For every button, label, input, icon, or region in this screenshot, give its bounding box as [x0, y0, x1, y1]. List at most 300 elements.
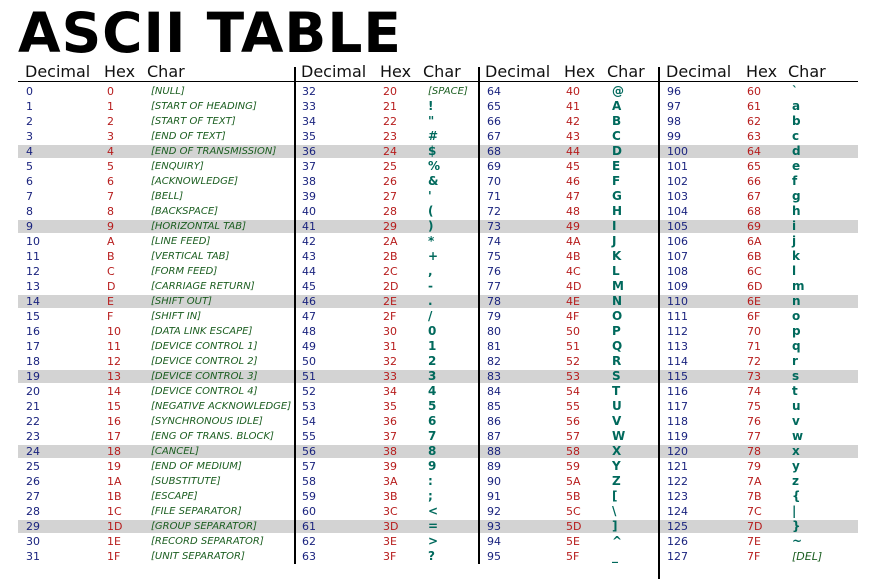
- char-cell: Y: [612, 459, 621, 473]
- decimal-cell: 108: [667, 265, 688, 278]
- char-cell: [DEVICE CONTROL 3]: [151, 371, 258, 382]
- hex-cell: 14: [107, 385, 121, 398]
- decimal-cell: 100: [667, 145, 688, 158]
- char-cell: v: [792, 414, 800, 428]
- decimal-cell: 119: [667, 430, 688, 443]
- hex-cell: 15: [107, 400, 121, 413]
- hex-cell: 20: [383, 85, 397, 98]
- char-cell: [END OF TEXT]: [151, 131, 226, 142]
- decimal-cell: 47: [302, 310, 316, 323]
- hex-cell: 19: [107, 460, 121, 473]
- char-cell: >: [428, 534, 439, 548]
- char-cell: 9: [428, 459, 437, 473]
- char-cell: p: [792, 324, 801, 338]
- hex-cell: 12: [107, 355, 121, 368]
- decimal-cell: 114: [667, 355, 688, 368]
- decimal-cell: 120: [667, 445, 688, 458]
- decimal-cell: 105: [667, 220, 688, 233]
- decimal-cell: 78: [487, 295, 501, 308]
- hex-cell: 2F: [383, 310, 397, 323]
- header-hex-1: Hex: [104, 62, 136, 81]
- decimal-cell: 79: [487, 310, 501, 323]
- hex-cell: 25: [383, 160, 397, 173]
- hex-cell: 49: [566, 220, 580, 233]
- decimal-cell: 46: [302, 295, 316, 308]
- decimal-cell: 39: [302, 190, 316, 203]
- decimal-cell: 58: [302, 475, 316, 488]
- hex-cell: 6F: [747, 310, 761, 323]
- hex-cell: 57: [566, 430, 580, 443]
- decimal-cell: 82: [487, 355, 501, 368]
- decimal-cell: 31: [26, 550, 40, 563]
- char-cell: [VERTICAL TAB]: [151, 251, 230, 262]
- decimal-cell: 4: [26, 145, 33, 158]
- decimal-cell: 3: [26, 130, 33, 143]
- hex-cell: 60: [747, 85, 761, 98]
- hex-cell: 3F: [383, 550, 397, 563]
- decimal-cell: 127: [667, 550, 688, 563]
- hex-cell: 71: [747, 340, 761, 353]
- header-hex-3: Hex: [564, 62, 596, 81]
- char-cell: [DEVICE CONTROL 4]: [151, 386, 258, 397]
- char-cell: H: [612, 204, 623, 218]
- hex-cell: 9: [107, 220, 114, 233]
- char-cell: [CANCEL]: [151, 446, 199, 457]
- hex-cell: 11: [107, 340, 121, 353]
- hex-cell: 75: [747, 400, 761, 413]
- char-cell: n: [792, 294, 801, 308]
- decimal-cell: 19: [26, 370, 40, 383]
- hex-cell: 1: [107, 100, 114, 113]
- char-cell: ]: [612, 519, 618, 533]
- decimal-cell: 74: [487, 235, 501, 248]
- decimal-cell: 64: [487, 85, 501, 98]
- char-cell: u: [792, 399, 801, 413]
- hex-cell: 3D: [383, 520, 399, 533]
- char-cell: Z: [612, 474, 621, 488]
- hex-cell: 70: [747, 325, 761, 338]
- decimal-cell: 102: [667, 175, 688, 188]
- hex-cell: 13: [107, 370, 121, 383]
- row-band: [18, 295, 858, 308]
- hex-cell: 3A: [383, 475, 398, 488]
- decimal-cell: 43: [302, 250, 316, 263]
- hex-cell: 73: [747, 370, 761, 383]
- char-cell: +: [428, 249, 439, 263]
- decimal-cell: 34: [302, 115, 316, 128]
- char-cell: t: [792, 384, 798, 398]
- char-cell: [DEVICE CONTROL 1]: [151, 341, 258, 352]
- char-cell: -: [428, 279, 433, 293]
- hex-cell: 5E: [566, 535, 580, 548]
- char-cell: 4: [428, 384, 437, 398]
- header-char-4: Char: [788, 62, 826, 81]
- char-cell: <: [428, 504, 439, 518]
- decimal-cell: 50: [302, 355, 316, 368]
- hex-cell: 4E: [566, 295, 580, 308]
- decimal-cell: 41: [302, 220, 316, 233]
- char-cell: /: [428, 309, 433, 323]
- decimal-cell: 126: [667, 535, 688, 548]
- char-cell: }: [792, 519, 801, 533]
- decimal-cell: 42: [302, 235, 316, 248]
- char-cell: {: [792, 489, 801, 503]
- decimal-cell: 23: [26, 430, 40, 443]
- decimal-cell: 51: [302, 370, 316, 383]
- char-cell: [: [612, 489, 618, 503]
- hex-cell: 7F: [747, 550, 761, 563]
- char-cell: L: [612, 264, 620, 278]
- decimal-cell: 84: [487, 385, 501, 398]
- char-cell: ": [428, 114, 435, 128]
- decimal-cell: 80: [487, 325, 501, 338]
- char-cell: [ACKNOWLEDGE]: [151, 176, 239, 187]
- hex-cell: 7D: [747, 520, 763, 533]
- char-cell: A: [612, 99, 622, 113]
- char-cell: ;: [428, 489, 433, 503]
- hex-cell: 44: [566, 145, 580, 158]
- hex-cell: 40: [566, 85, 580, 98]
- char-cell: [SHIFT OUT]: [151, 296, 212, 307]
- char-cell: [SPACE]: [428, 86, 468, 97]
- hex-cell: B: [107, 250, 115, 263]
- decimal-cell: 88: [487, 445, 501, 458]
- decimal-cell: 104: [667, 205, 688, 218]
- char-cell: [BELL]: [151, 191, 184, 202]
- hex-cell: 37: [383, 430, 397, 443]
- decimal-cell: 53: [302, 400, 316, 413]
- char-cell: P: [612, 324, 621, 338]
- decimal-cell: 86: [487, 415, 501, 428]
- hex-cell: 54: [566, 385, 580, 398]
- hex-cell: 5B: [566, 490, 581, 503]
- hex-cell: 51: [566, 340, 580, 353]
- char-cell: [START OF HEADING]: [151, 101, 257, 112]
- char-cell: [RECORD SEPARATOR]: [151, 536, 264, 547]
- hex-cell: 2D: [383, 280, 399, 293]
- decimal-cell: 101: [667, 160, 688, 173]
- decimal-cell: 21: [26, 400, 40, 413]
- hex-cell: 52: [566, 355, 580, 368]
- hex-cell: 5: [107, 160, 114, 173]
- decimal-cell: 90: [487, 475, 501, 488]
- decimal-cell: 56: [302, 445, 316, 458]
- hex-cell: 29: [383, 220, 397, 233]
- header-decimal-3: Decimal: [485, 62, 551, 81]
- hex-cell: 39: [383, 460, 397, 473]
- hex-cell: 4D: [566, 280, 582, 293]
- hex-cell: 2E: [383, 295, 397, 308]
- hex-cell: 74: [747, 385, 761, 398]
- header-decimal-4: Decimal: [666, 62, 732, 81]
- decimal-cell: 117: [667, 400, 688, 413]
- char-cell: W: [612, 429, 626, 443]
- hex-cell: C: [107, 265, 115, 278]
- decimal-cell: 28: [26, 505, 40, 518]
- char-cell: B: [612, 114, 622, 128]
- header-char-1: Char: [147, 62, 185, 81]
- hex-cell: 5D: [566, 520, 582, 533]
- hex-cell: 38: [383, 445, 397, 458]
- char-cell: [DATA LINK ESCAPE]: [151, 326, 253, 337]
- char-cell: c: [792, 129, 800, 143]
- decimal-cell: 111: [667, 310, 688, 323]
- decimal-cell: 109: [667, 280, 688, 293]
- hex-cell: 36: [383, 415, 397, 428]
- char-cell: [SHIFT IN]: [151, 311, 202, 322]
- hex-cell: 6C: [747, 265, 762, 278]
- decimal-cell: 9: [26, 220, 33, 233]
- hex-cell: 7C: [747, 505, 762, 518]
- char-cell: R: [612, 354, 622, 368]
- decimal-cell: 93: [487, 520, 501, 533]
- char-cell: [UNIT SEPARATOR]: [151, 551, 245, 562]
- char-cell: 0: [428, 324, 437, 338]
- char-cell: r: [792, 354, 798, 368]
- hex-cell: 41: [566, 100, 580, 113]
- decimal-cell: 107: [667, 250, 688, 263]
- char-cell: M: [612, 279, 624, 293]
- hex-cell: 1E: [107, 535, 121, 548]
- char-cell: ,: [428, 264, 433, 278]
- decimal-cell: 37: [302, 160, 316, 173]
- char-cell: 7: [428, 429, 437, 443]
- hex-cell: 78: [747, 445, 761, 458]
- char-cell: y: [792, 459, 800, 473]
- decimal-cell: 45: [302, 280, 316, 293]
- decimal-cell: 14: [26, 295, 40, 308]
- hex-cell: 6E: [747, 295, 761, 308]
- decimal-cell: 113: [667, 340, 688, 353]
- column-divider-3: [658, 67, 660, 579]
- decimal-cell: 12: [26, 265, 40, 278]
- decimal-cell: 20: [26, 385, 40, 398]
- char-cell: h: [792, 204, 801, 218]
- char-cell: [FILE SEPARATOR]: [151, 506, 242, 517]
- char-cell: i: [792, 219, 797, 233]
- decimal-cell: 65: [487, 100, 501, 113]
- char-cell: [ENG OF TRANS. BLOCK]: [151, 431, 274, 442]
- decimal-cell: 89: [487, 460, 501, 473]
- char-cell: Q: [612, 339, 623, 353]
- hex-cell: 1A: [107, 475, 122, 488]
- hex-cell: 67: [747, 190, 761, 203]
- page-title: ASCII TABLE: [18, 1, 402, 65]
- decimal-cell: 6: [26, 175, 33, 188]
- hex-cell: 50: [566, 325, 580, 338]
- decimal-cell: 83: [487, 370, 501, 383]
- hex-cell: 72: [747, 355, 761, 368]
- decimal-cell: 40: [302, 205, 316, 218]
- char-cell: U: [612, 399, 622, 413]
- char-cell: 1: [428, 339, 437, 353]
- hex-cell: 26: [383, 175, 397, 188]
- char-cell: w: [792, 429, 804, 443]
- decimal-cell: 52: [302, 385, 316, 398]
- decimal-cell: 72: [487, 205, 501, 218]
- decimal-cell: 98: [667, 115, 681, 128]
- char-cell: C: [612, 129, 621, 143]
- hex-cell: 0: [107, 85, 114, 98]
- char-cell: b: [792, 114, 801, 128]
- char-cell: [ESCAPE]: [151, 491, 198, 502]
- hex-cell: 32: [383, 355, 397, 368]
- hex-cell: 1C: [107, 505, 122, 518]
- hex-cell: 43: [566, 130, 580, 143]
- char-cell: [NULL]: [151, 86, 185, 97]
- hex-cell: 62: [747, 115, 761, 128]
- char-cell: _: [612, 549, 618, 563]
- char-cell: .: [428, 294, 433, 308]
- header-char-3: Char: [607, 62, 645, 81]
- char-cell: [DEL]: [792, 550, 823, 563]
- decimal-cell: 95: [487, 550, 501, 563]
- header-hex-2: Hex: [380, 62, 412, 81]
- hex-cell: 4: [107, 145, 114, 158]
- hex-cell: 66: [747, 175, 761, 188]
- decimal-cell: 24: [26, 445, 40, 458]
- hex-cell: 2A: [383, 235, 398, 248]
- decimal-cell: 69: [487, 160, 501, 173]
- decimal-cell: 125: [667, 520, 688, 533]
- char-cell: ): [428, 219, 434, 233]
- decimal-cell: 77: [487, 280, 501, 293]
- char-cell: %: [428, 159, 441, 173]
- hex-cell: 2C: [383, 265, 398, 278]
- char-cell: D: [612, 144, 622, 158]
- char-cell: l: [792, 264, 797, 278]
- decimal-cell: 11: [26, 250, 40, 263]
- char-cell: &: [428, 174, 439, 188]
- hex-cell: 16: [107, 415, 121, 428]
- char-cell: 3: [428, 369, 437, 383]
- row-band: [18, 220, 858, 233]
- decimal-cell: 25: [26, 460, 40, 473]
- decimal-cell: 63: [302, 550, 316, 563]
- decimal-cell: 29: [26, 520, 40, 533]
- hex-cell: 23: [383, 130, 397, 143]
- char-cell: E: [612, 159, 621, 173]
- decimal-cell: 103: [667, 190, 688, 203]
- hex-cell: 3E: [383, 535, 397, 548]
- char-cell: [SUBSTITUTE]: [151, 476, 221, 487]
- decimal-cell: 92: [487, 505, 501, 518]
- hex-cell: 55: [566, 400, 580, 413]
- decimal-cell: 99: [667, 130, 681, 143]
- char-cell: [START OF TEXT]: [151, 116, 236, 127]
- row-band: [18, 445, 858, 458]
- hex-cell: 6: [107, 175, 114, 188]
- hex-cell: 61: [747, 100, 761, 113]
- hex-cell: 7: [107, 190, 114, 203]
- char-cell: [FORM FEED]: [151, 266, 218, 277]
- decimal-cell: 15: [26, 310, 40, 323]
- decimal-cell: 81: [487, 340, 501, 353]
- hex-cell: 8: [107, 205, 114, 218]
- decimal-cell: 55: [302, 430, 316, 443]
- decimal-cell: 66: [487, 115, 501, 128]
- decimal-cell: 10: [26, 235, 40, 248]
- char-cell: [DEVICE CONTROL 2]: [151, 356, 258, 367]
- decimal-cell: 0: [26, 85, 33, 98]
- char-cell: 8: [428, 444, 437, 458]
- decimal-cell: 49: [302, 340, 316, 353]
- char-cell: T: [612, 384, 621, 398]
- char-cell: S: [612, 369, 621, 383]
- hex-cell: 5F: [566, 550, 580, 563]
- decimal-cell: 54: [302, 415, 316, 428]
- char-cell: G: [612, 189, 622, 203]
- char-cell: x: [792, 444, 800, 458]
- decimal-cell: 44: [302, 265, 316, 278]
- decimal-cell: 73: [487, 220, 501, 233]
- hex-cell: 4F: [566, 310, 580, 323]
- char-cell: \: [612, 504, 617, 518]
- hex-cell: 5C: [566, 505, 581, 518]
- decimal-cell: 2: [26, 115, 33, 128]
- hex-cell: 28: [383, 205, 397, 218]
- hex-cell: 46: [566, 175, 580, 188]
- decimal-cell: 67: [487, 130, 501, 143]
- hex-cell: 56: [566, 415, 580, 428]
- hex-cell: D: [107, 280, 116, 293]
- char-cell: e: [792, 159, 801, 173]
- hex-cell: 4C: [566, 265, 581, 278]
- char-cell: [END OF MEDIUM]: [151, 461, 242, 472]
- char-cell: [SYNCHRONOUS IDLE]: [151, 416, 263, 427]
- decimal-cell: 68: [487, 145, 501, 158]
- decimal-cell: 71: [487, 190, 501, 203]
- hex-cell: 4B: [566, 250, 581, 263]
- char-cell: d: [792, 144, 801, 158]
- hex-cell: 76: [747, 415, 761, 428]
- hex-cell: 65: [747, 160, 761, 173]
- decimal-cell: 5: [26, 160, 33, 173]
- hex-cell: 5A: [566, 475, 581, 488]
- hex-cell: 69: [747, 220, 761, 233]
- char-cell: $: [428, 144, 437, 158]
- char-cell: (: [428, 204, 434, 218]
- hex-cell: E: [107, 295, 114, 308]
- char-cell: 2: [428, 354, 437, 368]
- char-cell: k: [792, 249, 800, 263]
- hex-cell: 2B: [383, 250, 398, 263]
- hex-cell: 63: [747, 130, 761, 143]
- hex-cell: 48: [566, 205, 580, 218]
- hex-cell: F: [107, 310, 114, 323]
- char-cell: [CARRIAGE RETURN]: [151, 281, 255, 292]
- hex-cell: 18: [107, 445, 121, 458]
- hex-cell: 7E: [747, 535, 761, 548]
- decimal-cell: 85: [487, 400, 501, 413]
- hex-cell: 22: [383, 115, 397, 128]
- decimal-cell: 22: [26, 415, 40, 428]
- hex-cell: 4A: [566, 235, 581, 248]
- decimal-cell: 33: [302, 100, 316, 113]
- decimal-cell: 35: [302, 130, 316, 143]
- char-cell: K: [612, 249, 622, 263]
- hex-cell: 33: [383, 370, 397, 383]
- hex-cell: 42: [566, 115, 580, 128]
- char-cell: s: [792, 369, 800, 383]
- hex-cell: 27: [383, 190, 397, 203]
- decimal-cell: 116: [667, 385, 688, 398]
- char-cell: F: [612, 174, 621, 188]
- hex-cell: 7B: [747, 490, 762, 503]
- char-cell: ~: [792, 534, 803, 548]
- hex-cell: 31: [383, 340, 397, 353]
- char-cell: :: [428, 474, 433, 488]
